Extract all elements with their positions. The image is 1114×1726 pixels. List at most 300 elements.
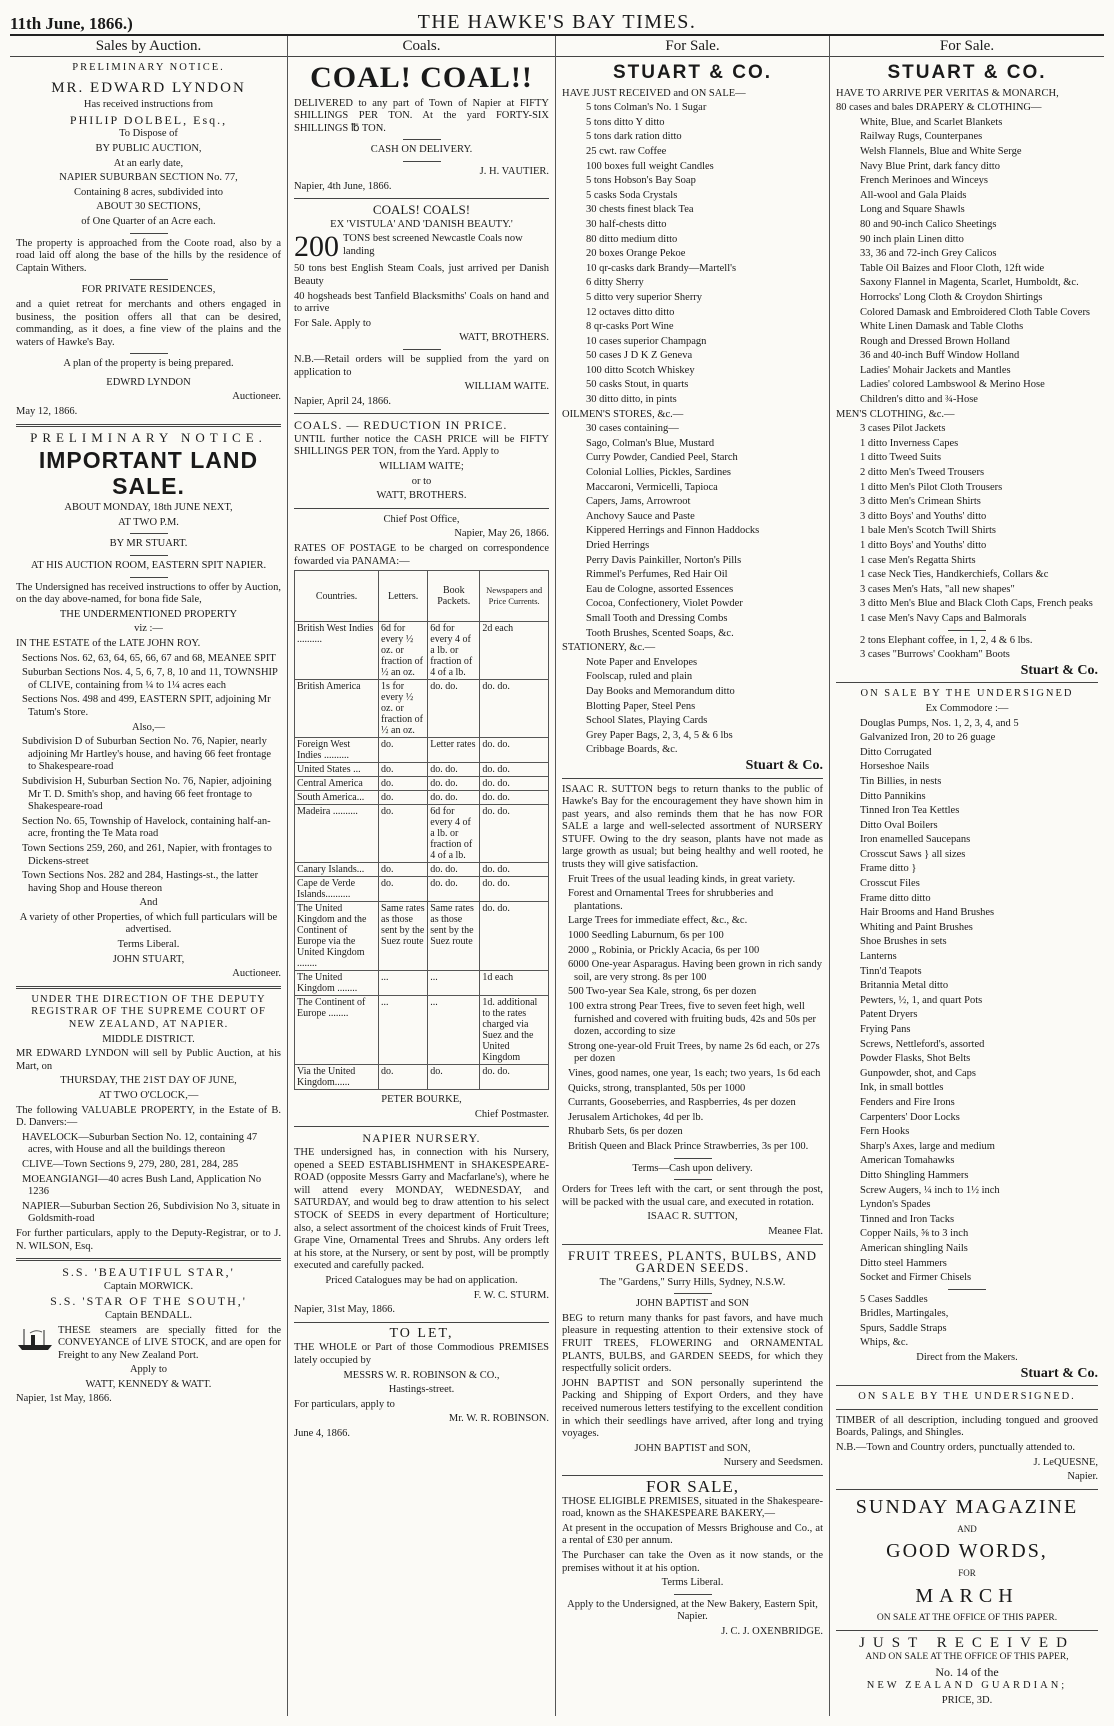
list-item: Subdivision H, Suburban Section No. 76, Napier, adjoining Mr T. D. Smith's shop, and having 66 feet frontage to Shakespeare-road <box>22 775 272 813</box>
price-text: PRICE, 3D. <box>941 1694 993 1706</box>
list-item: Eau de Cologne, assorted Essences <box>586 583 734 595</box>
signature: Stuart & Co. <box>1020 662 1098 678</box>
list-item: 1 case Men's Navy Caps and Balmorals <box>860 612 1027 624</box>
list-item: 1 case Neck Ties, Handkerchiefs, Collars &c <box>860 569 1049 581</box>
list-item: 1 ditto Men's Pilot Cloth Trousers <box>860 481 1003 493</box>
column-for-sale-drapery <box>830 36 1104 1716</box>
signature: JOHN STUART, <box>112 953 185 965</box>
ad-text: ON SALE AT THE OFFICE OF THIS PAPER. <box>876 1613 1058 1623</box>
list-item: 3 cases "Burrows' Cookham" Boots <box>860 649 1010 661</box>
ad-text: FOR <box>958 1568 976 1579</box>
ad-text: At an early date, <box>113 157 184 169</box>
list-item: Ditto Shingling Hammers <box>860 1169 969 1181</box>
table-cell: do. <box>379 738 428 763</box>
list-item: 5 tons Colman's No. 1 Sugar <box>586 102 707 114</box>
list-item: 10 qr-casks dark Brandy—Martell's <box>586 262 737 274</box>
table-cell: do. do. <box>428 777 480 791</box>
list-item: Lanterns <box>860 951 897 963</box>
list-item: American Tomahawks <box>860 1155 955 1167</box>
drapery-list <box>836 117 1098 407</box>
list-item: 5 casks Soda Crystals <box>586 189 678 201</box>
table-cell: United States ... <box>295 763 379 777</box>
table-cell: do. do. <box>480 863 549 877</box>
list-item: 5 Cases Saddles <box>860 1293 928 1305</box>
list-item: Sago, Colman's Blue, Mustard <box>586 437 715 449</box>
ad-text: of One Quarter of an Acre each. <box>81 215 216 227</box>
table-row <box>295 1065 549 1090</box>
signature: Stuart & Co. <box>745 757 823 773</box>
signature: WATT, BROTHERS. <box>376 490 467 502</box>
list-item: Britannia Metal ditto <box>860 980 949 992</box>
ad-text: No. 14 of the <box>935 1664 999 1679</box>
ad-text: The following VALUABLE PROPERTY, in the Estate of B. D. Danvers:— <box>16 1104 281 1129</box>
table-cell: British West Indies .......... <box>295 622 379 680</box>
ad-text: 80 cases and bales DRAPERY & CLOTHING— <box>836 102 1042 114</box>
table-cell: ... <box>428 971 480 996</box>
list-item: Lyndon's Spades <box>860 1199 931 1211</box>
notice-heading: PRELIMINARY NOTICE. <box>72 61 225 73</box>
list-item: White, Blue, and Scarlet Blankets <box>860 116 1003 128</box>
ad-text: Terms Liberal. <box>661 1577 724 1589</box>
ad-headline: FOR SALE, <box>645 1477 740 1496</box>
list-item: 100 extra strong Pear Trees, five to seven feet high, well furnished and covered with fruiting buds, 42s and 50s per dozen, according to size <box>568 1001 817 1038</box>
ad-date: May 12, 1866. <box>16 406 78 418</box>
list-item: CLIVE—Town Sections 9, 279, 280, 281, 284, 285 <box>22 1158 239 1170</box>
list-item: Tooth Brushes, Scented Soaps, &c. <box>586 627 734 639</box>
list-item: 1 ditto Tweed Suits <box>860 452 942 464</box>
signature: WATT, BROTHERS. <box>459 332 549 344</box>
list-item: 6000 One-year Asparagus. Having been grown in rich sandy soil, are very strong. 8s per 100 <box>568 959 822 983</box>
list-item: Ladies' colored Lambswool & Merino Hose <box>860 379 1045 391</box>
magazine-title: SUNDAY MAGAZINE <box>855 1495 1079 1518</box>
list-item: 10 cases superior Champagn <box>586 335 707 347</box>
list-item: Screw Augers, ¼ inch to 1½ inch <box>860 1184 1000 1196</box>
list-item: All-wool and Gala Plaids <box>860 189 967 201</box>
table-row <box>295 763 549 777</box>
ad-text: THURSDAY, THE 21ST DAY OF JUNE, <box>60 1075 237 1087</box>
ship-name: S.S. 'BEAUTIFUL STAR,' <box>62 1265 235 1280</box>
ad-text: MIDDLE DISTRICT. <box>102 1033 195 1045</box>
table-cell: do. <box>379 863 428 877</box>
table-row <box>295 902 549 971</box>
list-item: Tinn'd Teapots <box>860 965 922 977</box>
list-item: 5 tons dark ration ditto <box>586 131 682 143</box>
table-cell: Central America <box>295 777 379 791</box>
table-cell: ... <box>379 971 428 996</box>
list-item: Copper Nails, ⅝ to 3 inch <box>860 1228 969 1240</box>
list-item: 1 bale Men's Scotch Twill Shirts <box>860 525 996 537</box>
signature-title: Auctioneer. <box>232 391 281 403</box>
ad-headline: ON SALE BY THE UNDERSIGNED <box>860 688 1074 700</box>
list-item: Douglas Pumps, Nos. 1, 2, 3, 4, and 5 <box>860 717 1019 729</box>
table-cell: do. <box>428 1065 480 1090</box>
list-item: Note Paper and Envelopes <box>586 656 698 668</box>
section-heading: For Sale. <box>556 38 829 57</box>
table-cell: Via the United Kingdom...... <box>295 1065 379 1090</box>
ad-text: DELIVERED to any part of Town of Napier at FIFTY SHILLINGS PER TON. At the yard FORTY-SIX SHILLINGS ℔ TON. <box>294 97 549 134</box>
table-cell: 1d each <box>480 971 549 996</box>
ad-headline: IMPORTANT LAND SALE. <box>38 447 259 500</box>
table-header: Book Packets. <box>428 571 480 622</box>
ad-text: IN THE ESTATE of the LATE JOHN ROY. <box>16 638 201 649</box>
list-item: Capers, Jams, Arrowroot <box>586 496 691 508</box>
ad-text: THESE steamers are specially fitted for the CONVEYANCE of LIVE STOCK, and are open for Freight to any New Zealand Port. <box>58 1324 281 1361</box>
ad-text: 30 cases containing— <box>586 423 679 435</box>
list-item: Horrocks' Long Cloth & Croydon Shirtings <box>860 291 1043 303</box>
ad-text: Terms—Cash upon delivery. <box>632 1162 753 1174</box>
list-item: 50 casks Stout, in quarts <box>586 379 689 391</box>
list-item: Colored Damask and Embroidered Cloth Table Covers <box>860 306 1091 318</box>
column-for-sale-grocery <box>556 36 830 1716</box>
list-item: 1 case Men's Regatta Shirts <box>860 554 976 566</box>
table-cell: ... <box>428 996 480 1065</box>
table-cell: do. do. <box>480 738 549 763</box>
saddlery-list <box>836 1308 1098 1350</box>
table-row <box>295 877 549 902</box>
ad-text: viz :— <box>134 623 163 635</box>
table-cell: 2d each <box>480 622 549 680</box>
ad-headline: COALS. — REDUCTION IN PRICE. <box>294 418 508 433</box>
list-item: Blotting Paper, Steel Pens <box>586 700 696 712</box>
signature: WILLIAM WAITE; <box>379 461 464 473</box>
ad-text: BY PUBLIC AUCTION, <box>95 142 202 154</box>
signature: ISAAC R. SUTTON, <box>647 1211 738 1223</box>
ad-text: CASH ON DELIVERY. <box>370 144 473 156</box>
signature: PETER BOURKE, <box>381 1094 462 1106</box>
list-item: 30 half-chests ditto <box>586 218 667 230</box>
table-header: Newspapers and Price Currents. <box>480 571 549 622</box>
list-item: Grey Paper Bags, 2, 3, 4, 5 & 6 lbs <box>586 729 733 741</box>
list-item: Large Trees for immediate effect, &c., &c. <box>568 915 748 927</box>
signature: WATT, KENNEDY & WATT. <box>85 1378 212 1390</box>
ad-text: ABOUT 30 SECTIONS, <box>96 201 201 213</box>
ad-headline: NAPIER NURSERY. <box>362 1131 481 1146</box>
list-item: 80 and 90-inch Calico Sheetings <box>860 218 997 230</box>
list-item: Patent Dryers <box>860 1009 918 1021</box>
list-item: Screws, Nettleford's, assorted <box>860 1038 985 1050</box>
signature-title: Meanee Flat. <box>768 1225 823 1237</box>
table-cell: do. do. <box>428 763 480 777</box>
table-row <box>295 777 549 791</box>
list-item: Sharp's Axes, large and medium <box>860 1140 995 1152</box>
ad-text: Captain MORWICK. <box>103 1280 194 1292</box>
list-item: Spurs, Saddle Straps <box>860 1322 947 1334</box>
list-item: Horseshoe Nails <box>860 761 930 773</box>
list-item: 36 and 40-inch Buff Window Holland <box>860 350 1020 362</box>
list-item: Perry Davis Painkiller, Norton's Pills <box>586 554 742 566</box>
ad-text: The Purchaser can take the Oven as it now stands, or the premises without it at his option. <box>562 1549 823 1574</box>
signature: JOHN BAPTIST and SON, <box>634 1442 751 1454</box>
list-item: Section No. 65, Township of Havelock, containing half-an-acre, fronting the Te Mata road <box>22 815 271 840</box>
ad-text: Direct from the Makers. <box>916 1352 1018 1364</box>
list-item: Table Oil Baizes and Floor Cloth, 12ft wide <box>860 262 1045 274</box>
ad-text: A variety of other Properties, of which full particulars will be advertised. <box>19 911 278 936</box>
ad-text: And <box>139 897 158 909</box>
ad-text: Chief Post Office, <box>383 513 460 525</box>
list-item: Hair Brooms and Hand Brushes <box>860 907 995 919</box>
ad-text: A plan of the property is being prepared. <box>63 358 234 370</box>
section-heading: For Sale. <box>830 38 1104 57</box>
list-item: Foolscap, ruled and plain <box>586 671 693 683</box>
ad-text: Apply to <box>129 1364 168 1376</box>
table-cell: do. <box>379 763 428 777</box>
signature: Mr. W. R. ROBINSON. <box>448 1413 549 1425</box>
ad-text: MESSRS W. R. ROBINSON & CO., <box>343 1369 500 1381</box>
table-cell: 1s for every ½ oz. or fraction of ½ an oz. <box>379 680 428 738</box>
list-item: Cribbage Boards, &c. <box>586 744 678 756</box>
list-item: Railway Rugs, Counterpanes <box>860 131 983 143</box>
ad-text: EX 'VISTULA' AND 'DANISH BEAUTY.' <box>330 218 513 230</box>
list-item: Crosscut Saws } all sizes <box>860 848 966 860</box>
auctioneer-name: MR. EDWARD LYNDON <box>51 80 246 97</box>
list-item: 30 chests finest black Tea <box>586 204 694 216</box>
signature: J. H. VAUTIER. <box>479 165 549 177</box>
table-row <box>295 622 549 680</box>
ad-text: ISAAC R. SUTTON begs to return thanks to the public of Hawke's Bay for the encouragement they have shown him in past years, and also reminds them that he has now FOR SALE a large and well-selected assortment of NURSERY STUFF. Owing to the dry season, plants have not made as large growth as usual; but being healthy and well rooted, he trusts they will give satisfaction. <box>562 783 823 871</box>
list-item: 3 cases Men's Hats, "all new shapes" <box>860 583 1015 595</box>
ad-text: AND ON SALE AT THE OFFICE OF THIS PAPER, <box>865 1652 1069 1663</box>
signature-title: Chief Postmaster. <box>474 1108 549 1120</box>
list-item: 25 cwt. raw Coffee <box>586 145 667 157</box>
table-cell: Same rates as those sent by the Suez route <box>379 902 428 971</box>
list-item: MOEANGIANGI—40 acres Bush Land, Application No 1236 <box>22 1173 262 1198</box>
ad-text: TONS best screened Newcastle Coals now landing <box>343 233 523 257</box>
postage-rates-table <box>294 570 549 1090</box>
ad-date: Napier, April 24, 1866. <box>294 395 391 407</box>
table-cell: Cape de Verde Islands.......... <box>295 877 379 902</box>
table-cell: Letter rates <box>428 738 480 763</box>
signature: J. C. J. OXENBRIDGE. <box>721 1625 823 1637</box>
ad-text: The property is approached from the Coote road, also by a road laid off along the base of the hills by the residence of Captain Withers. <box>16 237 281 274</box>
list-item: Saxony Flannel in Magenta, Scarlet, Humboldt, &c. <box>860 277 1079 289</box>
ad-text: The Undersigned has received instructions to offer by Auction, on the day above-named, for bona fide Sale, <box>16 581 281 606</box>
list-item: Ditto Corrugated <box>860 746 932 758</box>
ad-text: Ex Commodore :— <box>925 702 1009 714</box>
column-coals <box>288 36 556 1716</box>
ad-text: Terms Liberal. <box>117 939 180 951</box>
list-item: 500 Two-year Sea Kale, strong, 6s per dozen <box>568 986 757 998</box>
list-item: Subdivision D of Suburban Section No. 76, Napier, nearly adjoining Mr Hartley's house, and having 66 feet frontage to Shakespeare-road <box>22 736 272 773</box>
ad-text: Priced Catalogues may be had on application. <box>325 1274 518 1286</box>
table-cell: 1d. additional to the rates charged via Suez and the United Kingdom <box>480 996 549 1065</box>
list-item: Tinned and Iron Tacks <box>860 1213 955 1225</box>
list-item: Navy Blue Print, dark fancy ditto <box>860 160 1000 172</box>
signature: F. W. C. STURM. <box>473 1289 549 1301</box>
oilmen-list <box>562 438 823 640</box>
table-row <box>295 791 549 805</box>
list-item: Jerusalem Artichokes, 4d per lb. <box>568 1111 704 1123</box>
ad-text: or to <box>411 475 432 487</box>
ad-text: JOHN BAPTIST and SON personally superintend the Packing and Shipping of Export Orders, and they have received numerous letters testifying to the excellent condition in which their seedlings have arrived, after long and trying voyages. <box>562 1377 823 1440</box>
ad-date: Napier, 4th June, 1866. <box>294 180 392 192</box>
list-item: 5 tons ditto Y ditto <box>586 116 665 128</box>
ad-text: Hastings-street. <box>388 1384 455 1396</box>
ad-headline: FRUIT TREES, PLANTS, BULBS, AND GARDEN SEEDS. <box>567 1247 818 1276</box>
ad-text: THE UNDERMENTIONED PROPERTY <box>59 608 238 620</box>
list-item: Rough and Dressed Brown Holland <box>860 335 1010 347</box>
newspaper-title: THE HAWKE'S BAY TIMES. <box>417 11 697 33</box>
signature-title: Auctioneer. <box>232 968 281 980</box>
list-item: French Merinoes and Winceys <box>860 175 988 187</box>
list-item: Strong one-year-old Fruit Trees, by name 2s 6d each, or 27s per dozen <box>568 1040 820 1065</box>
list-item: Tin Billies, in nests <box>860 775 942 787</box>
nursery-list <box>562 874 823 1154</box>
mens-clothing-list <box>836 423 1098 625</box>
ad-text: UNTIL further notice the CASH PRICE will be FIFTY SHILLINGS PER TON, from the Yard. Apply to <box>294 433 549 458</box>
ad-headline: STUART & CO. <box>887 61 1047 83</box>
table-cell: The United Kingdom ........ <box>295 971 379 996</box>
table-row <box>295 680 549 738</box>
ad-text: Also,— <box>132 721 165 733</box>
list-item: 100 ditto Scotch Whiskey <box>586 364 695 376</box>
list-item: Children's ditto and ¾-Hose <box>860 394 978 406</box>
list-item: 6 ditty Sherry <box>586 277 644 289</box>
ad-date: Napier, May 26, 1866. <box>454 528 549 540</box>
ad-text: MR EDWARD LYNDON will sell by Public Auction, at his Mart, on <box>16 1048 281 1072</box>
table-cell: do. do. <box>428 791 480 805</box>
list-item: 5 ditto very superior Sherry <box>586 291 703 303</box>
ad-text: OILMEN'S STORES, &c.— <box>562 408 684 420</box>
list-item: Frame ditto } <box>860 863 917 875</box>
list-item: Crosscut Files <box>860 878 920 890</box>
list-item: 20 boxes Orange Pekoe <box>586 248 686 260</box>
list-item: Carpenters' Door Locks <box>860 1111 960 1123</box>
list-item: Rimmel's Perfumes, Red Hair Oil <box>586 569 728 581</box>
ad-text: ABOUT MONDAY, 18th JUNE NEXT, <box>64 502 233 514</box>
table-cell: 6d for every ½ oz. or fraction of ½ an oz. <box>379 622 428 680</box>
table-cell: do. <box>379 777 428 791</box>
ad-text: BY MR STUART. <box>109 538 188 550</box>
ad-text: NAPIER SUBURBAN SECTION No. 77, <box>59 172 238 184</box>
list-item: 3 ditto Men's Crimean Shirts <box>860 496 981 508</box>
signature-title: Napier. <box>1067 1471 1098 1483</box>
ad-text: JOHN BAPTIST and SON <box>635 1298 750 1310</box>
table-cell: do. do. <box>428 877 480 902</box>
ad-text: HAVE TO ARRIVE PER VERITAS & MONARCH, <box>836 87 1059 99</box>
table-cell: The Continent of Europe ........ <box>295 996 379 1065</box>
list-item: Sections Nos. 62, 63, 64, 65, 66, 67 and 68, MEANEE SPIT <box>22 652 276 664</box>
list-item: 30 ditto ditto, in pints <box>586 394 677 406</box>
ship-name: S.S. 'STAR OF THE SOUTH,' <box>50 1294 247 1309</box>
list-item: Tinned Iron Tea Kettles <box>860 805 960 817</box>
list-item: 12 octaves ditto ditto <box>586 306 675 318</box>
ad-text: Has received instructions from <box>83 99 214 111</box>
quantity-number: 200 <box>294 233 339 262</box>
list-item: 5 tons Hobson's Bay Soap <box>586 175 696 187</box>
ad-text: BEG to return many thanks for past favors, and have much pleasure in requesting attention to their extensive stock of FRUIT TREES, FLOWERING and ORNAMENTAL PLANTS, BULBS, and GARDEN SEEDS, for which they respectfully solicit orders. <box>562 1312 823 1375</box>
ad-text: AT TWO O'CLOCK,— <box>98 1090 199 1101</box>
list-item: Town Sections 259, 260, and 261, Napier, with frontages to Dickens-street <box>22 842 272 867</box>
list-item: Vines, good names, one year, 1s each; two years, 1s 6d each <box>568 1067 821 1079</box>
table-cell: do. do. <box>480 1065 549 1090</box>
list-item: Fern Hooks <box>860 1126 910 1138</box>
list-item: Forest and Ornamental Trees for shrubberies and plantations. <box>568 888 774 912</box>
ad-text: HAVE JUST RECEIVED and ON SALE— <box>562 87 746 99</box>
table-row <box>295 971 549 996</box>
ad-text: AT TWO P.M. <box>118 516 179 528</box>
ad-text: Orders for Trees left with the cart, or sent through the post, will be packed with the usual care, and executed in rotation. <box>562 1184 823 1208</box>
list-item: Maccaroni, Vermicelli, Tapioca <box>586 481 718 493</box>
list-item: 90 inch plain Linen ditto <box>860 233 964 245</box>
table-cell: British America <box>295 680 379 738</box>
list-item: Whips, &c. <box>860 1337 909 1349</box>
list-item: Ladies' Mohair Jackets and Mantles <box>860 364 1011 376</box>
ad-text: and a quiet retreat for merchants and others engaged in business, the position offers all that can be desired, commanding, as it does, a fine view of the plains and the waters of Hawke's Bay. <box>16 298 281 348</box>
list-item: 2000 „ Robinia, or Prickly Acacia, 6s per 100 <box>568 944 760 956</box>
list-item: Rhubarb Sets, 6s per dozen <box>568 1126 683 1138</box>
list-item: Bridles, Martingales, <box>860 1308 949 1320</box>
list-item: Long and Square Shawls <box>860 204 965 216</box>
table-cell: do. do. <box>480 805 549 863</box>
list-item: Socket and Firmer Chisels <box>860 1272 972 1284</box>
table-row <box>295 863 549 877</box>
list-item: 8 qr-casks Port Wine <box>586 321 674 333</box>
table-cell: Madeira .......... <box>295 805 379 863</box>
table-cell: do. <box>379 877 428 902</box>
notice-heading: PRELIMINARY NOTICE. <box>30 429 267 445</box>
table-cell: do. do. <box>480 877 549 902</box>
ad-headline: JUST RECEIVED <box>859 1634 1075 1651</box>
masthead <box>10 6 1104 36</box>
list-item: British Queen and Black Prince Strawberries, 3s per 100. <box>568 1140 809 1152</box>
list-item: Fruit Trees of the usual leading kinds, in great variety. <box>568 873 796 885</box>
list-item: 3 cases Pilot Jackets <box>860 423 946 435</box>
list-item: Whiting and Paint Brushes <box>860 921 973 933</box>
magazine-title: GOOD WORDS, <box>886 1540 1048 1563</box>
list-item: 100 boxes full weight Candles <box>586 160 714 172</box>
table-cell: Canary Islands... <box>295 863 379 877</box>
list-item: Kippered Herrings and Finnon Haddocks <box>586 525 760 537</box>
list-item: 3 ditto Boys' and Youths' ditto <box>860 510 987 522</box>
list-item: American shingling Nails <box>860 1242 968 1254</box>
list-item: School Slates, Playing Cards <box>586 715 708 727</box>
list-item: Dried Herrings <box>586 540 650 551</box>
table-cell: do. do. <box>480 763 549 777</box>
list-item: 3 ditto Men's Blue and Black Cloth Caps, French peaks <box>860 598 1093 610</box>
ad-text: MEN'S CLOTHING, &c.— <box>836 408 955 420</box>
ad-headline: TO LET, <box>389 1325 454 1341</box>
ad-text: STATIONERY, &c.— <box>562 642 656 654</box>
hardware-list <box>836 718 1098 1285</box>
ad-text: To Dispose of <box>119 128 178 140</box>
list-item: Sections Nos. 498 and 499, EASTERN SPIT, adjoining Mr Tatum's Store. <box>22 694 271 718</box>
list-item: Fenders and Fire Irons <box>860 1096 955 1108</box>
list-item: Anchovy Sauce and Paste <box>586 510 695 522</box>
ad-text: THOSE ELIGIBLE PREMISES, situated in the Shakespeare-road, known as the SHAKESPEARE BAKERY,— <box>562 1495 823 1520</box>
ad-text: THE WHOLE or Part of those Commodious PREMISES lately occupied by <box>294 1342 549 1366</box>
ad-text: THE undersigned has, in connection with his Nursery, opened a SEED ESTABLISHMENT in SHAKESPEARE-ROAD (opposite Messrs Garry and Macfarlane's), where he will attend every MONDAY, WEDNESDAY, and SATURDAY, and would beg to draw attention to his select STOCK of SEEDS in every department of Horticulture; also, a select assortment of the choicest kinds of Fruit Trees, Grape Vine, Ornamental Trees and Shrubs. Any orders left at his store, at the Nursery, or sent by post, will be promptly executed and carefully packed. <box>294 1147 549 1272</box>
list-item: White Linen Damask and Table Cloths <box>860 321 1024 333</box>
ad-text: NEW ZEALAND GUARDIAN; <box>866 1680 1068 1692</box>
table-cell: 6d for every 4 of a lb. or fraction of 4 of a lb. <box>428 622 480 680</box>
list-item: 1000 Seedling Laburnum, 6s per 100 <box>568 930 724 942</box>
list-item: Small Tooth and Dressing Combs <box>586 612 728 624</box>
list-item: Iron enamelled Saucepans <box>860 834 971 846</box>
table-cell: do. do. <box>428 863 480 877</box>
table-cell: do. do. <box>480 791 549 805</box>
list-item: Curry Powder, Candied Peel, Starch <box>586 452 738 464</box>
ad-text: FOR PRIVATE RESIDENCES, <box>81 284 216 296</box>
ad-text: TIMBER of all description, including tongued and grooved Boards, Palings, and Shingles. <box>836 1414 1098 1439</box>
list-item: Pewters, ½, 1, and quart Pots <box>860 994 983 1006</box>
ad-text: For Sale. Apply to <box>294 317 372 329</box>
list-item: Day Books and Memorandum ditto <box>586 685 735 697</box>
ad-text: AND <box>957 1523 977 1534</box>
list-item: Cocoa, Confectionery, Violet Powder <box>586 598 743 610</box>
ad-date: Napier, 1st May, 1866. <box>16 1393 112 1405</box>
list-item: Quicks, strong, transplanted, 50s per 1000 <box>568 1082 746 1094</box>
ad-date: June 4, 1866. <box>294 1427 350 1439</box>
